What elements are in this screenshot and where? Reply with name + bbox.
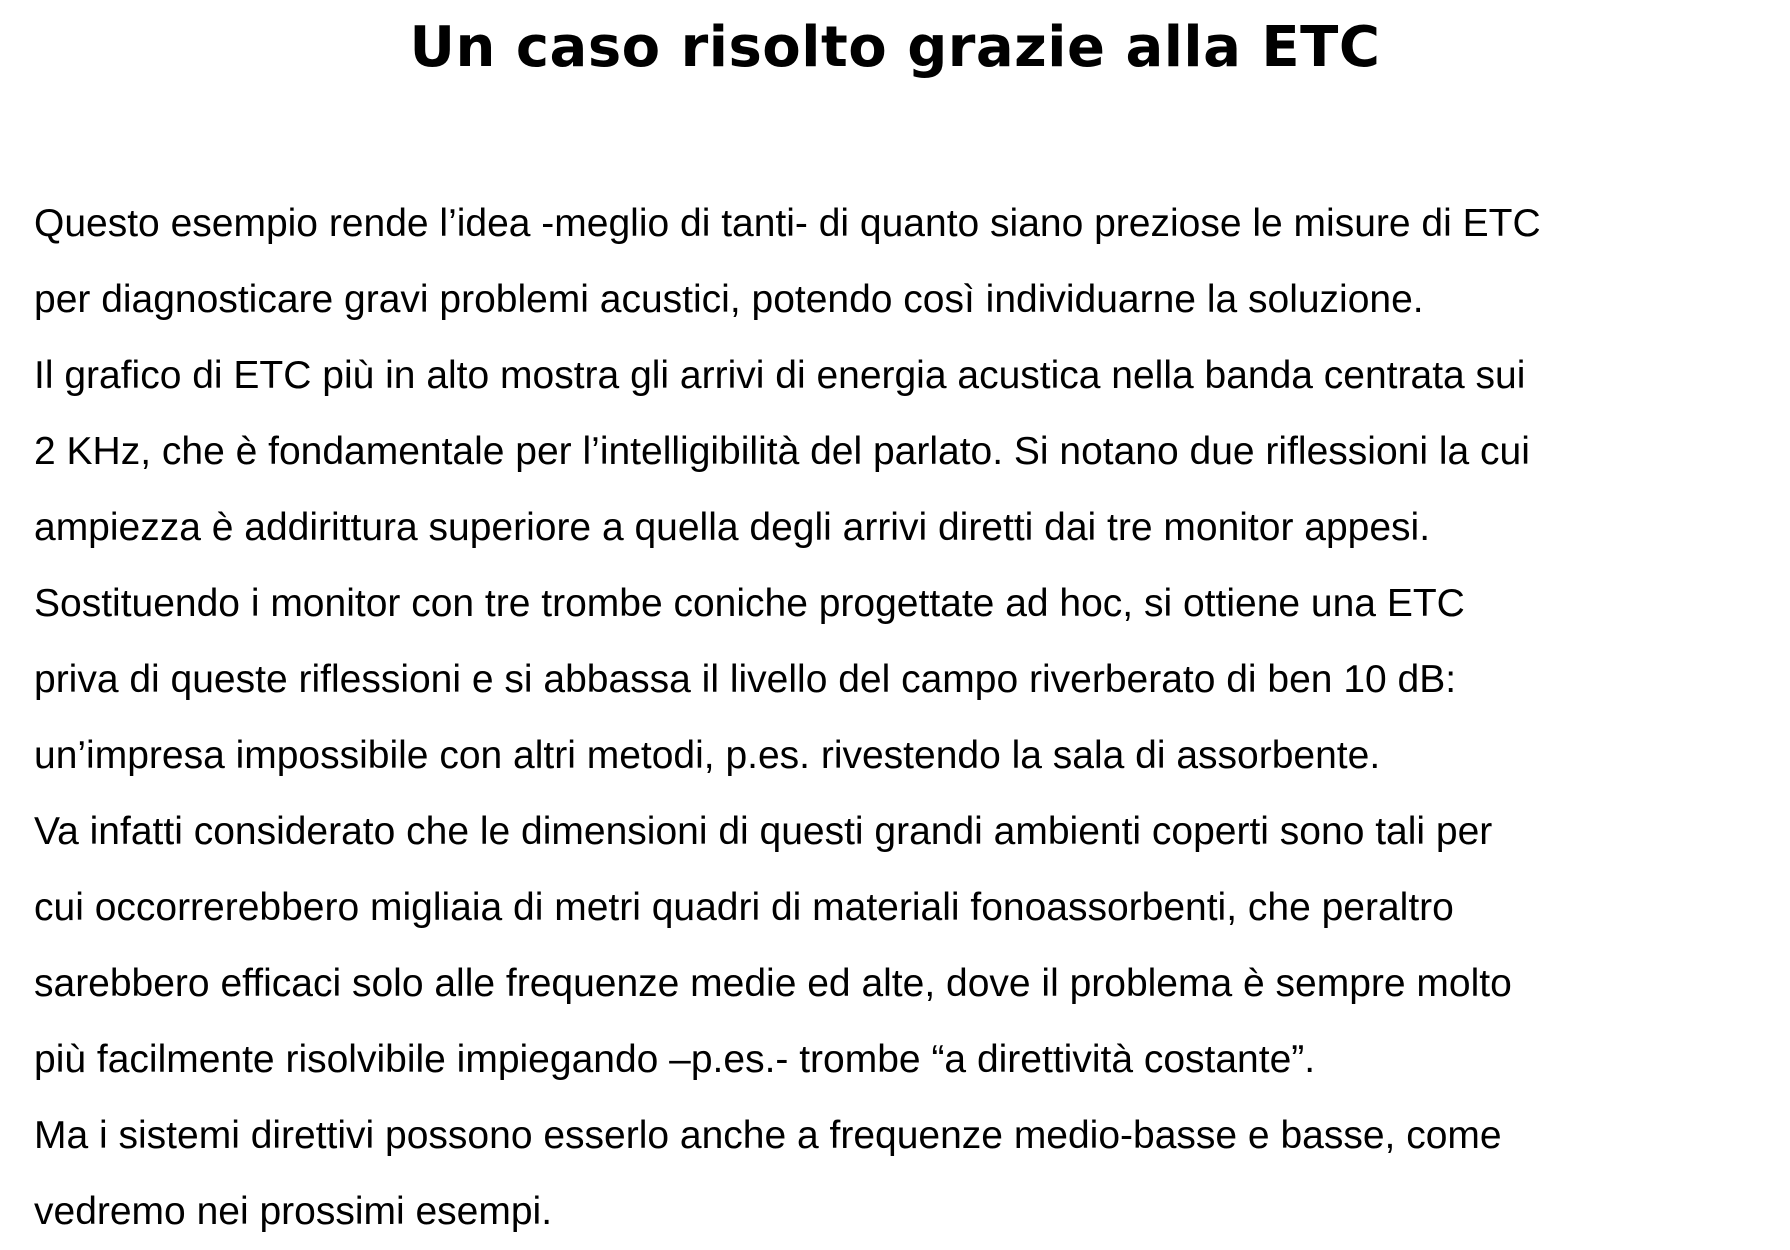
text-line: ampiezza è addirittura superiore a quella degli arrivi diretti dai tre monitor appesi. bbox=[34, 506, 1431, 549]
text-line: per diagnosticare gravi problemi acustici, potendo così individuarne la soluzione. bbox=[34, 278, 1424, 321]
text-line: un’impresa impossibile con altri metodi, p.es. rivestendo la sala di assorbente. bbox=[34, 734, 1381, 777]
text-line: 2 KHz, che è fondamentale per l’intelligibilità del parlato. Si notano due riflessioni la cui bbox=[34, 430, 1530, 473]
text-line: vedremo nei prossimi esempi. bbox=[34, 1190, 553, 1233]
text-line: Va infatti considerato che le dimensioni di questi grandi ambienti coperti sono tali per bbox=[34, 810, 1493, 853]
text-line: Sostituendo i monitor con tre trombe coniche progettate ad hoc, si ottiene una ETC bbox=[34, 582, 1465, 625]
text-line: più facilmente risolvibile impiegando –p.es.- trombe “a direttività costante”. bbox=[34, 1038, 1316, 1081]
page-title: Un caso risolto grazie alla ETC bbox=[409, 15, 1381, 80]
text-line: Ma i sistemi direttivi possono esserlo anche a frequenze medio-basse e basse, come bbox=[34, 1114, 1502, 1157]
text-line: sarebbero efficaci solo alle frequenze medie ed alte, dove il problema è sempre molto bbox=[34, 962, 1512, 1005]
body-text bbox=[34, 186, 1756, 1250]
text-line: Questo esempio rende l’idea -meglio di tanti- di quanto siano preziose le misure di ETC bbox=[34, 202, 1541, 245]
text-line: priva di queste riflessioni e si abbassa il livello del campo riverberato di ben 10 dB: bbox=[34, 658, 1457, 701]
text-line: Il grafico di ETC più in alto mostra gli arrivi di energia acustica nella banda centrata sui bbox=[34, 354, 1526, 397]
text-line: cui occorrerebbero migliaia di metri quadri di materiali fonoassorbenti, che peraltro bbox=[34, 886, 1454, 929]
